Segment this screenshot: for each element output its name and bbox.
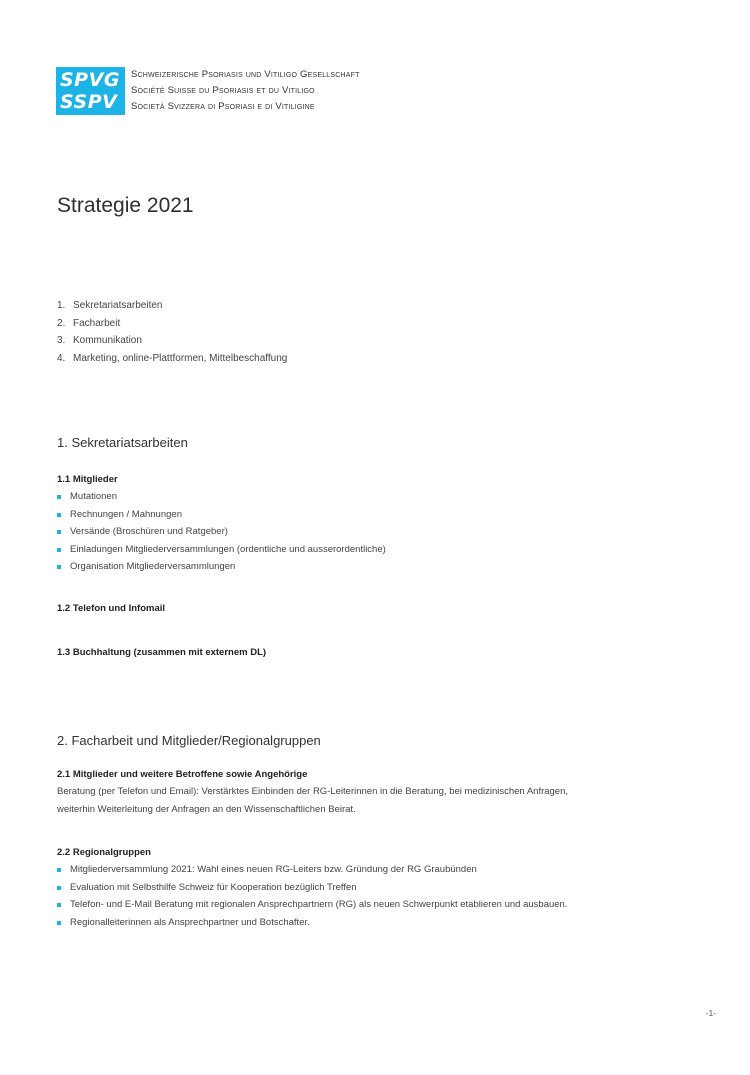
mitglieder-list [57,488,386,576]
org-name-german: Schweizerische Psoriasis und Vitiligo Gesellschaft [131,69,360,80]
list-item-text: Mitgliederversammlung 2021: Wahl eines neuen RG-Leiters bzw. Gründung der RG Graubünden [70,864,477,875]
document-title: Strategie 2021 [57,194,194,217]
list-item-text: Einladungen Mitgliederversammlungen (ordentliche und ausserordentliche) [70,543,386,555]
list-item [57,896,567,914]
toc-label: Marketing, online-Plattformen, Mittelbeschaffung [73,352,288,364]
toc-label: Sekretariatsarbeiten [73,300,163,311]
section-1-heading: 1. Sekretariatsarbeiten [57,435,188,450]
bullet-square-icon [57,530,61,534]
paragraph-line: Beratung (per Telefon und Email): Verstärktes Einbinden der RG-Leiterinnen in die Beratung, bei medizinischen Anfragen, [57,786,569,797]
list-item [57,558,386,576]
subsection-1-2-heading: 1.2 Telefon und Infomail [57,603,166,614]
list-item-text: Mutationen [70,491,118,502]
organization-names [131,67,360,115]
toc-number: 2. [57,317,66,329]
toc-item [57,350,287,368]
bullet-square-icon [57,548,61,552]
spvg-logo [56,67,125,115]
toc-number: 3. [57,335,66,346]
list-item-text: Rechnungen / Mahnungen [70,508,182,520]
list-item [57,861,567,879]
bullet-square-icon [57,886,61,890]
list-item [57,488,386,506]
list-item [57,879,567,897]
list-item-text: Organisation Mitgliederversammlungen [70,561,236,572]
list-item-text: Versände (Broschüren und Ratgeber) [70,526,228,537]
bullet-square-icon [57,868,61,872]
list-item [57,523,386,541]
bullet-square-icon [57,495,61,499]
bullet-square-icon [57,565,61,569]
list-item [57,506,386,524]
toc-item [57,332,287,350]
org-name-french: Société Suisse du Psoriasis et du Vitiligo [131,85,315,96]
toc-item [57,297,287,315]
paragraph-line: weiterhin Weiterleitung der Anfragen an den Wissenschaftlichen Beirat. [57,804,356,815]
subsection-2-2-heading: 2.2 Regionalgruppen [57,847,151,858]
toc-item [57,315,287,333]
bullet-square-icon [57,903,61,907]
bullet-square-icon [57,921,61,925]
beratung-paragraph [57,783,657,819]
org-name-italian: Società Svizzera di Psoriasi e di Vitiligine [131,101,315,112]
list-item-text: Telefon- und E-Mail Beratung mit regionalen Ansprechpartnern (RG) als neuen Schwerpunkt etablieren und ausbauen. [70,899,568,910]
page-number: -1- [705,1008,716,1018]
list-item [57,914,567,932]
toc-number: 4. [57,352,66,364]
toc-label: Kommunikation [73,335,142,346]
table-of-contents [57,297,287,367]
toc-label: Facharbeit [73,317,121,329]
list-item [57,541,386,559]
list-item-text: Evaluation mit Selbsthilfe Schweiz für Kooperation bezüglich Treffen [70,881,357,893]
regionalgruppen-list [57,861,567,931]
subsection-2-1-heading: 2.1 Mitglieder und weitere Betroffene sowie Angehörige [57,769,308,780]
toc-number: 1. [57,300,66,311]
logo-line-1: SPVG [60,69,120,91]
list-item-text: Regionalleiterinnen als Ansprechpartner und Botschafter. [70,916,310,928]
subsection-1-3-heading: 1.3 Buchhaltung (zusammen mit externem DL) [57,647,267,658]
subsection-1-1-heading: 1.1 Mitglieder [57,474,118,485]
bullet-square-icon [57,513,61,517]
section-2-heading: 2. Facharbeit und Mitglieder/Regionalgruppen [57,733,321,748]
logo-line-2: SSPV [60,91,118,113]
